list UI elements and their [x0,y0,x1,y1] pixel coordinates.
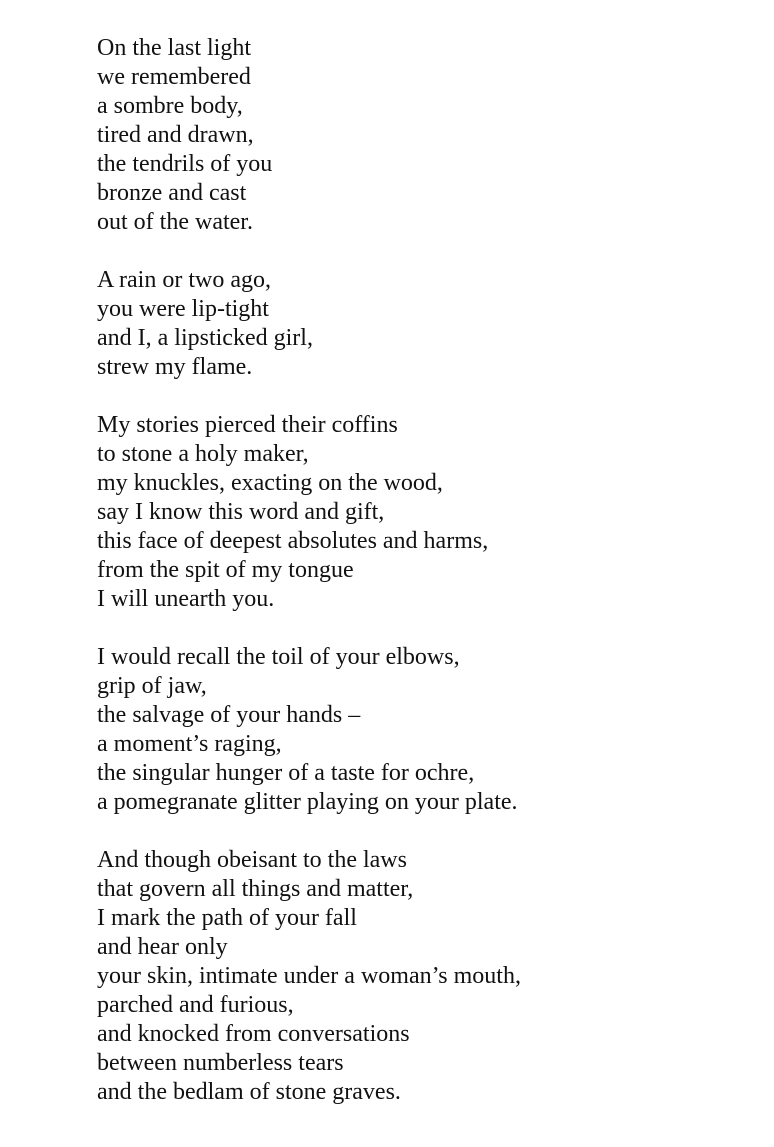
poem-line: your skin, intimate under a woman’s mouth, [97,963,521,989]
poem-line: a sombre body, [97,93,243,119]
poem-line: say I know this word and gift, [97,499,385,525]
poem-line: to stone a holy maker, [97,441,309,467]
stanza-4 [97,643,757,817]
poem-line: my knuckles, exacting on the wood, [97,470,443,496]
poem-line: a pomegranate glitter playing on your plate. [97,789,518,815]
stanza-3 [97,411,757,614]
poem-line: the singular hunger of a taste for ochre, [97,760,475,786]
poem-line: out of the water. [97,209,253,235]
poem-line: you were lip-tight [97,296,269,322]
poem-line: a moment’s raging, [97,731,282,757]
poem-line: On the last light [97,35,251,61]
poem-line: and the bedlam of stone graves. [97,1079,401,1105]
poem-line: from the spit of my tongue [97,557,354,583]
stanza-1 [97,34,757,237]
poem-line: and knocked from conversations [97,1021,410,1047]
poem-line: And though obeisant to the laws [97,847,407,873]
poem-line: I would recall the toil of your elbows, [97,644,460,670]
stanza-5 [97,846,757,1107]
poem-line: between numberless tears [97,1050,344,1076]
poem [97,34,757,1107]
poem-line: the tendrils of you [97,151,273,177]
poem-line: this face of deepest absolutes and harms, [97,528,489,554]
poem-line: I will unearth you. [97,586,275,612]
poem-line: we remembered [97,64,251,90]
poem-line: bronze and cast [97,180,247,206]
poem-line: grip of jaw, [97,673,207,699]
stanza-2 [97,266,757,382]
poem-line: and hear only [97,934,228,960]
poem-line: A rain or two ago, [97,267,271,293]
poem-line: the salvage of your hands – [97,702,361,728]
poem-line: I mark the path of your fall [97,905,357,931]
poem-line: tired and drawn, [97,122,254,148]
poem-line: parched and furious, [97,992,294,1018]
poem-line: and I, a lipsticked girl, [97,325,313,351]
poem-line: My stories pierced their coffins [97,412,398,438]
poem-line: strew my flame. [97,354,253,380]
poem-line: that govern all things and matter, [97,876,414,902]
